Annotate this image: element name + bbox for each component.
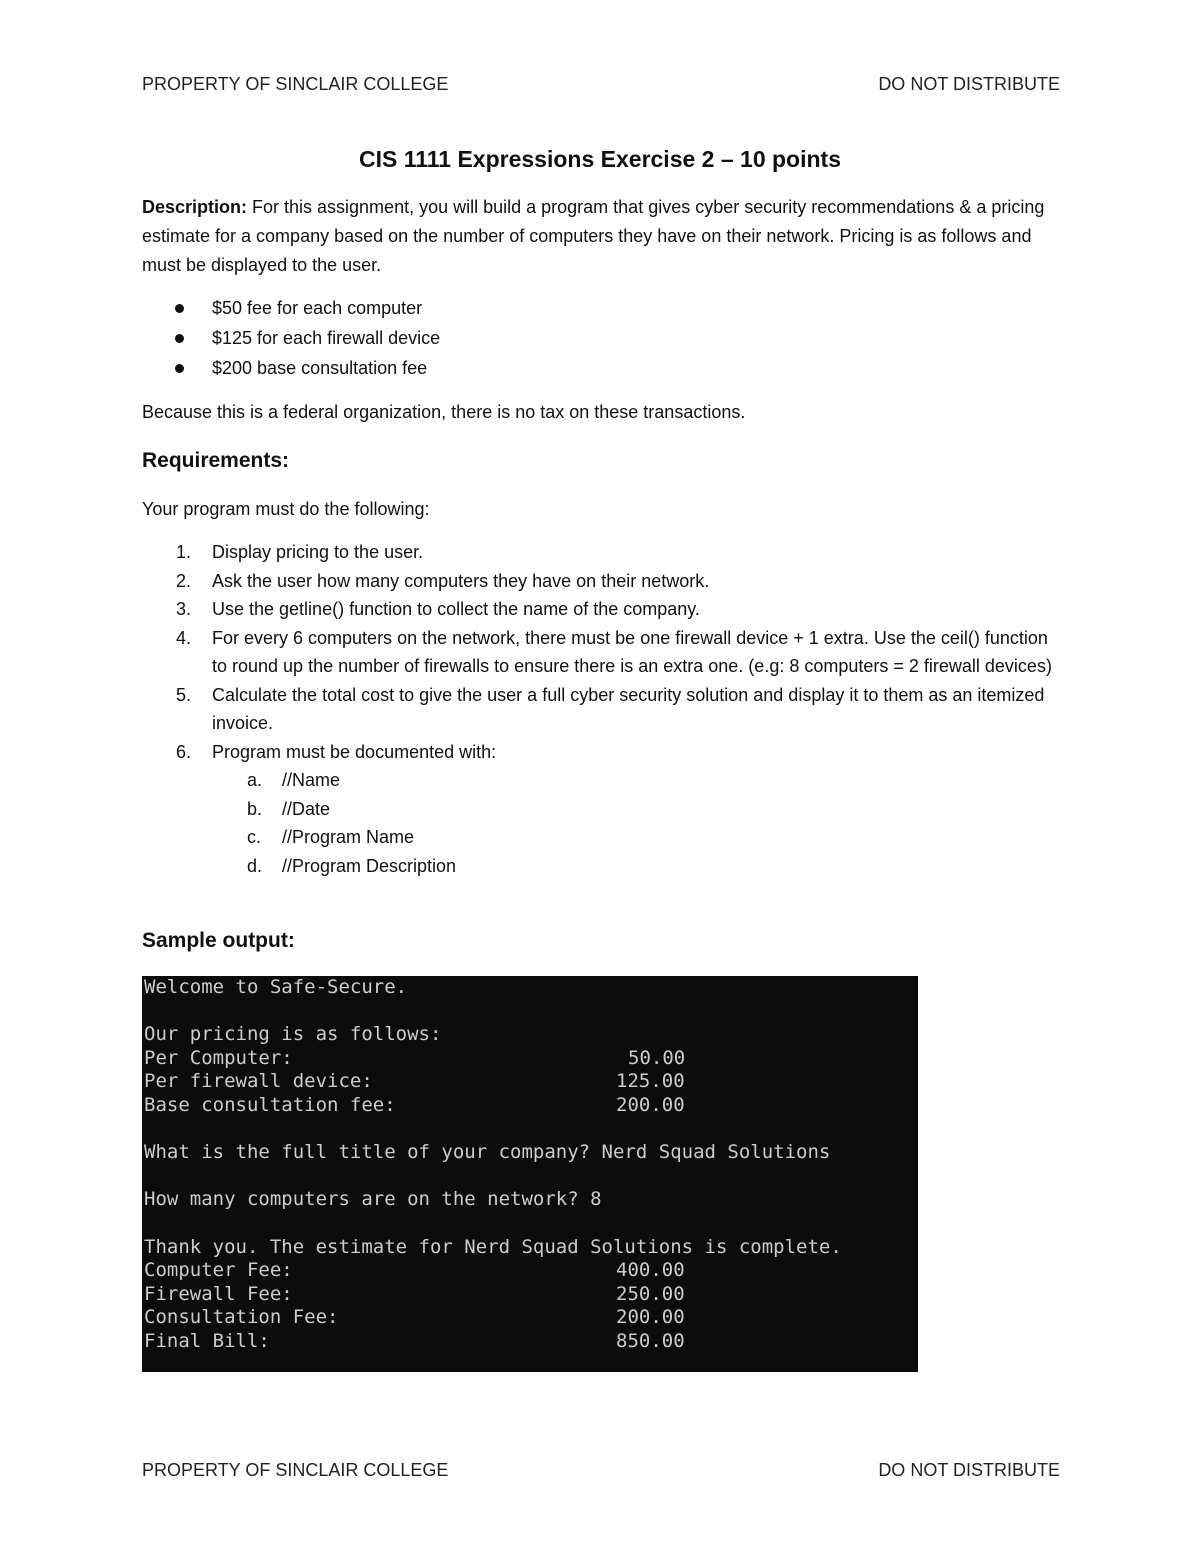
description-text: For this assignment, you will build a program that gives cyber security recommendations & a pricing estimate for a company based on the number of computers they have on their network. Pricing is as follows and must be displayed to the user. xyxy=(142,197,1045,275)
pricing-item-text: $125 for each firewall device xyxy=(212,328,441,348)
list-number: 3. xyxy=(176,599,192,619)
console-row xyxy=(144,1094,918,1118)
requirements-heading: Requirements: xyxy=(142,449,290,472)
footer-right-text: DO NOT DISTRIBUTE xyxy=(878,1460,1060,1480)
console-row-label: Per firewall device: xyxy=(144,1070,373,1093)
bullet-icon xyxy=(175,304,184,313)
requirement-text: Calculate the total cost to give the user a full cyber security solution and display it to them as an itemized invoice. xyxy=(212,684,1045,733)
console-row-value: 400.00 xyxy=(616,1259,685,1282)
console-welcome: Welcome to Safe-Secure. xyxy=(144,976,408,998)
console-estimate-line: Thank you. The estimate for Nerd Squad Solutions is complete. xyxy=(144,1235,842,1258)
list-number: 2. xyxy=(176,570,192,591)
documentation-item-text: //Name xyxy=(282,770,341,790)
list-item xyxy=(142,624,1062,681)
pricing-item-text: $50 fee for each computer xyxy=(212,298,423,318)
description-label: Description: xyxy=(142,197,248,217)
console-row xyxy=(144,1047,918,1071)
list-number: 5. xyxy=(176,684,192,705)
console-blank xyxy=(144,1000,918,1024)
list-item xyxy=(142,595,1062,624)
console-row-label: Base consultation fee: xyxy=(144,1093,396,1116)
console-company-prompt: What is the full title of your company? Nerd Squad Solutions xyxy=(144,1141,831,1164)
console-row-label: Firewall Fee: xyxy=(144,1282,293,1305)
list-letter: d. xyxy=(247,855,263,876)
bullet-icon xyxy=(175,334,184,343)
list-item xyxy=(142,323,440,353)
list-item xyxy=(212,795,1062,824)
console-computers-prompt: How many computers are on the network? 8 xyxy=(144,1188,602,1211)
requirement-text: Use the getline() function to collect the name of the company. xyxy=(212,599,700,619)
federal-note: Because this is a federal organization, there is no tax on these transactions. xyxy=(142,402,746,422)
console-row-value: 125.00 xyxy=(616,1070,685,1093)
console-screenshot xyxy=(142,976,918,1372)
bullet-icon xyxy=(175,364,184,373)
list-number: 4. xyxy=(176,627,192,648)
header-left-text: PROPERTY OF SINCLAIR COLLEGE xyxy=(142,74,449,94)
console-blank xyxy=(144,1165,918,1189)
list-number: 6. xyxy=(176,741,192,762)
list-letter: a. xyxy=(247,770,263,790)
list-number: 1. xyxy=(176,542,192,562)
list-item xyxy=(212,766,1062,795)
list-item xyxy=(142,538,1062,567)
console-row-value: 200.00 xyxy=(616,1093,685,1116)
requirements-list xyxy=(142,538,1062,880)
list-item xyxy=(212,823,1062,852)
console-row-value: 50.00 xyxy=(628,1046,686,1069)
console-row xyxy=(144,1283,918,1307)
document-title: CIS 1111 Expressions Exercise 2 – 10 points xyxy=(358,146,841,172)
pricing-item-text: $200 base consultation fee xyxy=(212,358,428,378)
console-row-label: Final Bill: xyxy=(144,1329,270,1352)
console-row xyxy=(144,1259,918,1283)
documentation-list xyxy=(212,766,1062,880)
pricing-list xyxy=(142,293,440,383)
console-blank xyxy=(144,1212,918,1236)
list-item xyxy=(142,567,1062,596)
list-item xyxy=(142,293,440,323)
list-item xyxy=(142,738,1062,881)
console-blank xyxy=(144,1118,918,1142)
sample-output-heading: Sample output: xyxy=(142,929,295,952)
console-row-label: Consultation Fee: xyxy=(144,1306,339,1329)
documentation-item-text: //Program Name xyxy=(282,827,415,847)
console-row xyxy=(144,1330,918,1354)
description-paragraph xyxy=(142,193,1062,280)
console-pricing-intro: Our pricing is as follows: xyxy=(144,1023,442,1046)
list-item xyxy=(142,353,440,383)
console-row-label: Computer Fee: xyxy=(144,1259,293,1282)
list-item xyxy=(212,852,1062,881)
console-row xyxy=(144,1070,918,1094)
console-row-value: 850.00 xyxy=(616,1329,685,1352)
requirement-text: Display pricing to the user. xyxy=(212,542,424,562)
footer-left-text: PROPERTY OF SINCLAIR COLLEGE xyxy=(142,1460,449,1480)
console-row xyxy=(144,1306,918,1330)
requirements-intro: Your program must do the following: xyxy=(142,499,430,519)
page-footer xyxy=(142,1460,1060,1481)
list-letter: c. xyxy=(247,827,262,847)
documentation-item-text: //Program Description xyxy=(282,855,457,876)
requirement-text: For every 6 computers on the network, there must be one firewall device + 1 extra. Use the ceil() function to round up the number of firewalls to ensure there is an extra one. (e.g: 8 computers = 2 firewall devices) xyxy=(212,627,1052,676)
console-row-value: 250.00 xyxy=(616,1282,685,1305)
list-item xyxy=(142,681,1062,738)
console-row-value: 200.00 xyxy=(616,1306,685,1329)
header-right-text: DO NOT DISTRIBUTE xyxy=(878,74,1060,94)
page-header xyxy=(142,74,1060,95)
requirement-text: Ask the user how many computers they have on their network. xyxy=(212,570,710,591)
requirement-text: Program must be documented with: xyxy=(212,741,497,762)
list-letter: b. xyxy=(247,798,263,819)
documentation-item-text: //Date xyxy=(282,798,331,819)
console-row-label: Per Computer: xyxy=(144,1046,293,1069)
